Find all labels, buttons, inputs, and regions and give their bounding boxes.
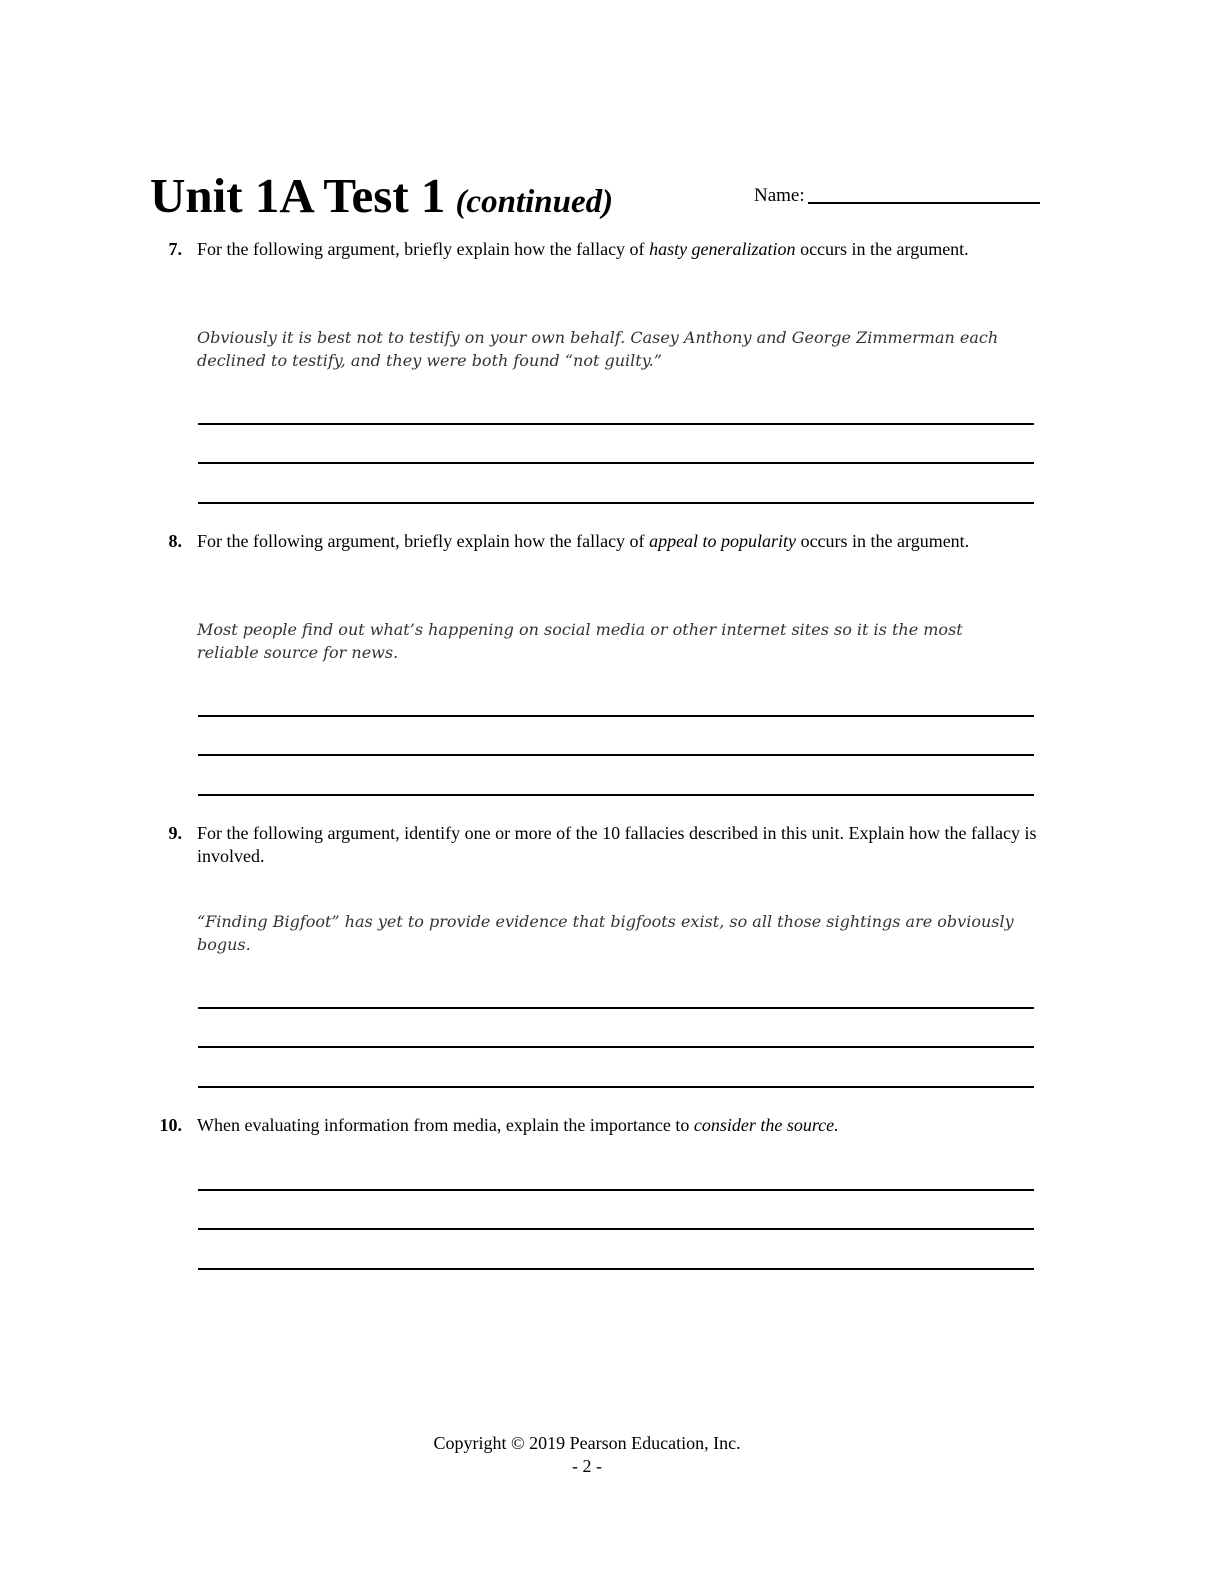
answer-line-1[interactable] (198, 1189, 1034, 1191)
copyright-notice: Copyright © 2019 Pearson Education, Inc. (433, 1433, 741, 1453)
question-prompt (197, 238, 1037, 261)
answer-line-1[interactable] (198, 423, 1034, 425)
prompt-text: For the following argument, briefly explain how the fallacy of (197, 239, 650, 259)
answer-line-2[interactable] (198, 1046, 1034, 1048)
title-main: Unit 1A Test 1 (150, 168, 446, 223)
answer-line-1[interactable] (198, 1007, 1034, 1009)
question-argument: Most people find out what’s happening on social media or other internet sites so it is the most reliable source for news. (197, 620, 963, 662)
prompt-text: For the following argument, briefly explain how the fallacy of (197, 531, 650, 551)
answer-line-3[interactable] (198, 1268, 1034, 1270)
title-suffix: (continued) (455, 184, 614, 220)
question-9 (150, 822, 1035, 1092)
answer-line-3[interactable] (198, 1086, 1034, 1088)
answer-line-2[interactable] (198, 1228, 1034, 1230)
page-title (150, 166, 613, 232)
answer-line-1[interactable] (198, 715, 1034, 717)
name-field-line[interactable] (808, 202, 1040, 204)
question-prompt (197, 530, 1037, 553)
fallacy-name: appeal to popularity (649, 531, 797, 551)
answer-line-2[interactable] (198, 754, 1034, 756)
question-7 (150, 238, 1035, 508)
prompt-text: For the following argument, identify one or more of the 10 fallacies described in this unit. Explain how the fallacy is involved. (197, 823, 1037, 866)
question-number: 10. (159, 1115, 182, 1135)
question-number: 8. (168, 531, 182, 551)
answer-line-2[interactable] (198, 462, 1034, 464)
answer-line-3[interactable] (198, 794, 1034, 796)
page-number: - 2 - (572, 1456, 602, 1476)
concept-name: consider the source. (693, 1115, 839, 1135)
name-label: Name: (754, 185, 805, 206)
question-prompt (197, 1114, 1037, 1137)
prompt-text: When evaluating information from media, explain the importance to (197, 1115, 694, 1135)
prompt-text-end: occurs in the argument. (795, 239, 969, 259)
question-argument: Obviously it is best not to testify on your own behalf. Casey Anthony and George Zimmerman each declined to testify, and they were both found “not guilty.” (197, 328, 999, 370)
question-number: 7. (168, 239, 182, 259)
question-number: 9. (168, 823, 182, 843)
prompt-text-end: occurs in the argument. (796, 531, 970, 551)
page-header (150, 166, 1050, 226)
question-argument: “Finding Bigfoot” has yet to provide evidence that bigfoots exist, so all those sightings are obviously bogus. (197, 912, 1014, 954)
fallacy-name: hasty generalization (649, 239, 796, 259)
question-prompt (197, 822, 1037, 868)
question-8 (150, 530, 1035, 800)
question-10 (150, 1114, 1035, 1274)
page-footer (0, 1432, 1224, 1478)
answer-line-3[interactable] (198, 502, 1034, 504)
